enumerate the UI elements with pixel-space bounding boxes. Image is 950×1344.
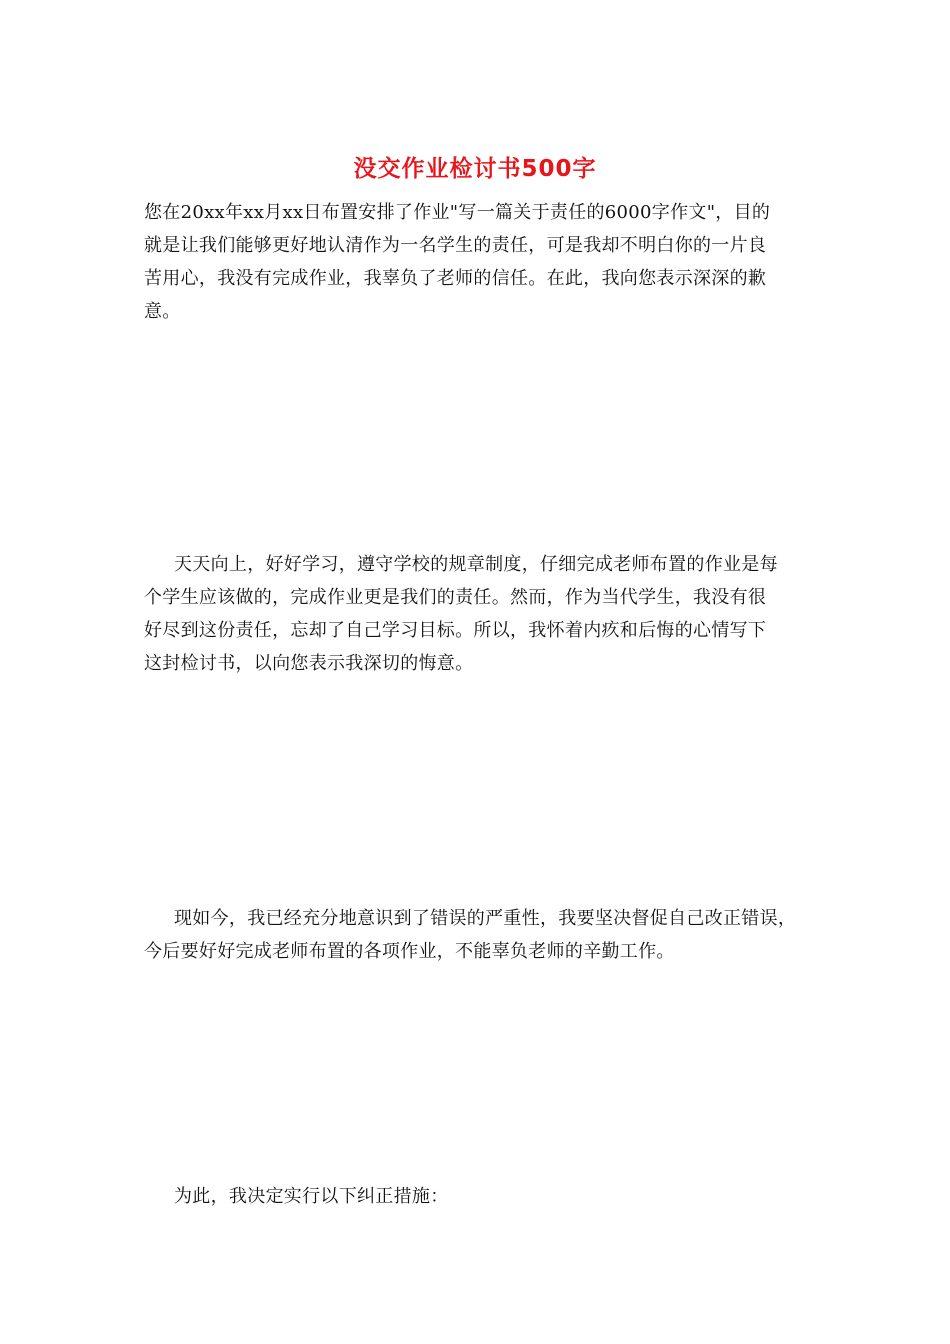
paragraph-line: 好尽到这份责任，忘却了自己学习目标。所以，我怀着内疚和后悔的心情写下: [144, 620, 767, 641]
paragraph-line: 天天向上，好好学习，遵守学校的规章制度，仔细完成老师布置的作业是每: [174, 554, 778, 575]
paragraph-responsibility: [144, 548, 814, 680]
paragraph-line: 苦用心，我没有完成作业，我辜负了老师的信任。在此，我向您表示深深的歉: [144, 268, 767, 289]
paragraph-line: 这封检讨书，以向您表示我深切的悔意。: [144, 653, 474, 674]
paragraph-line: 意。: [144, 301, 181, 322]
paragraph-line: 现如今，我已经充分地意识到了错误的严重性，我要坚决督促自己改正错误，: [174, 908, 797, 929]
paragraph-line: 个学生应该做的，完成作业更是我们的责任。然而，作为当代学生，我没有很: [144, 587, 767, 608]
paragraph-realization: [144, 902, 814, 968]
paragraph-intro: [144, 196, 814, 328]
paragraph-line: 今后要好好完成老师布置的各项作业，不能辜负老师的辛勤工作。: [144, 941, 675, 962]
document-title: 没交作业检讨书500字: [353, 156, 597, 182]
paragraph-line: 您在20xx年xx月xx日布置安排了作业"写一篇关于责任的6000字作文"，目的: [144, 202, 771, 223]
paragraph-line: 为此，我决定实行以下纠正措施：: [174, 1186, 449, 1207]
paragraph-line: 就是让我们能够更好地认清作为一名学生的责任，可是我却不明白你的一片良: [144, 235, 767, 256]
paragraph-measures: [144, 1180, 814, 1213]
